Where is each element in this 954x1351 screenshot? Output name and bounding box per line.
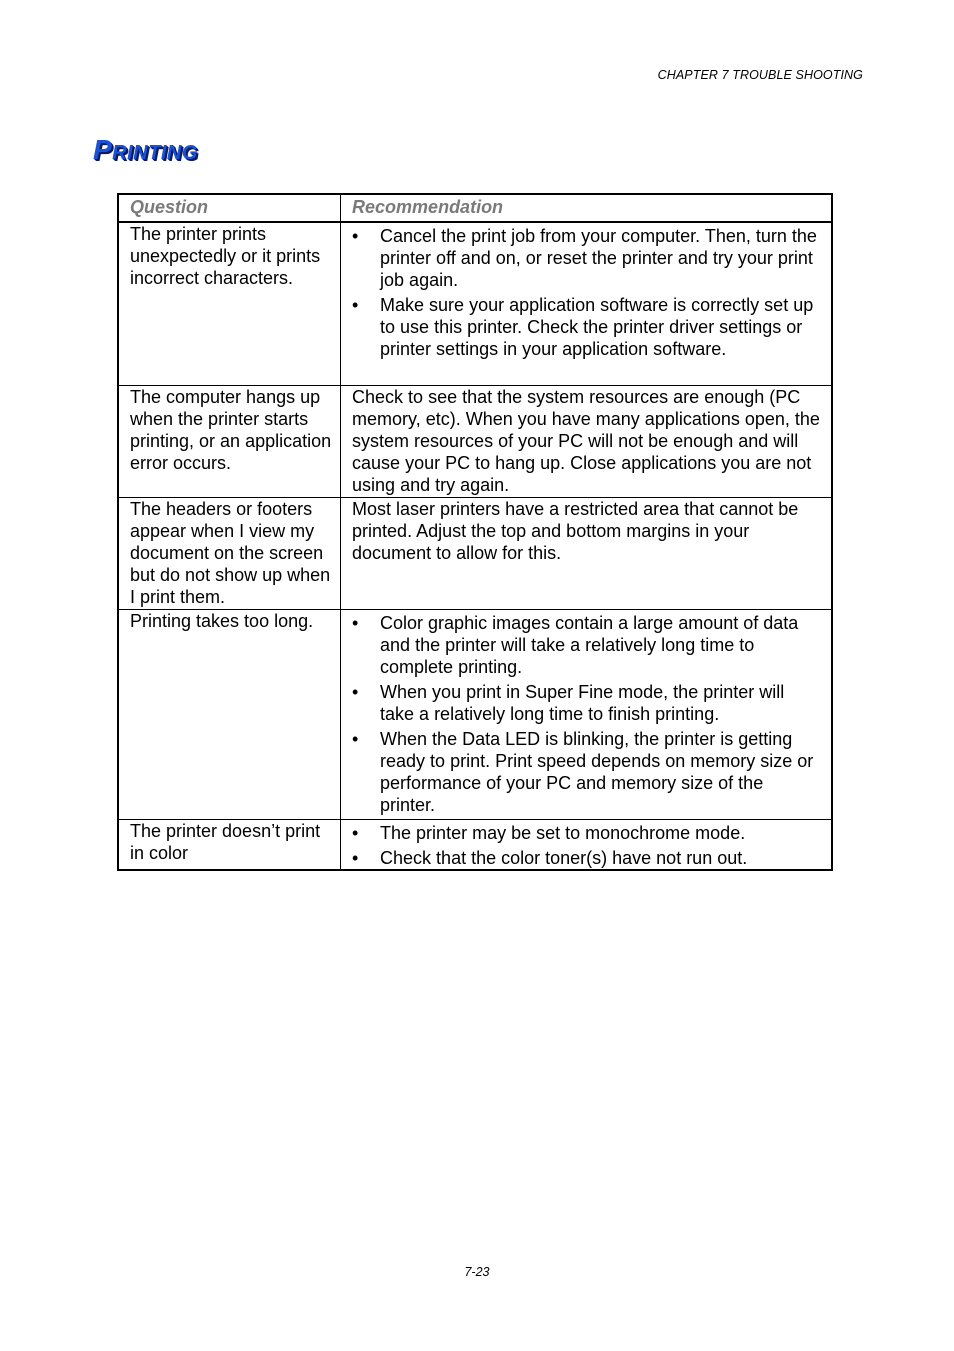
table-header-row [118, 194, 832, 222]
bullet-icon: • [352, 226, 359, 246]
list-item [352, 294, 823, 360]
bullet-icon: • [352, 295, 359, 315]
page-number: 7-23 [464, 1265, 490, 1279]
table-row [118, 385, 832, 497]
list-item [352, 847, 823, 869]
recommendation-cell [341, 609, 832, 819]
question-cell: The printer prints unexpectedly or it prints incorrect characters. [118, 222, 341, 385]
list-item [352, 612, 823, 678]
question-cell: The computer hangs up when the printer starts printing, or an application error occurs. [118, 385, 341, 497]
list-item [352, 822, 823, 844]
recommendation-cell [341, 222, 832, 385]
bullet-list [352, 822, 823, 869]
recommendation-cell [341, 819, 832, 870]
bullet-icon: • [352, 681, 359, 702]
bullet-icon: • [352, 728, 359, 749]
recommendation-cell: Most laser printers have a restricted area that cannot be printed. Adjust the top and bottom margins in your document to allow for this. [341, 497, 832, 609]
bullet-list [352, 612, 823, 816]
list-item-text: When you print in Super Fine mode, the printer will take a relatively long time to finish printing. [380, 681, 785, 724]
list-item [352, 225, 823, 291]
list-item-text: Make sure your application software is correctly set up to use this printer. Check the printer driver settings or printer settings in your application software. [380, 295, 814, 359]
question-cell: The headers or footers appear when I view my document on the screen but do not show up when I print them. [118, 497, 341, 609]
table-row [118, 609, 832, 819]
bullet-icon: • [352, 612, 359, 633]
column-header-recommendation: Recommendation [341, 194, 832, 222]
troubleshooting-table [117, 193, 833, 871]
list-item [352, 681, 823, 725]
question-cell: Printing takes too long. [118, 609, 341, 819]
list-item-text: Color graphic images contain a large amount of data and the printer will take a relatively long time to complete printing. [380, 612, 799, 677]
table-row [118, 222, 832, 385]
question-cell: The printer doesn’t print in color [118, 819, 341, 870]
list-item-text: Cancel the print job from your computer. Then, turn the printer off and on, or reset the printer and try your print job again. [380, 226, 817, 290]
section-title: Printing [93, 134, 198, 165]
table-row [118, 497, 832, 609]
list-item-text: When the Data LED is blinking, the printer is getting ready to print. Print speed depends on memory size or performance of your PC and memory size of the printer. [380, 728, 814, 815]
list-item [352, 728, 823, 816]
table-row [118, 819, 832, 870]
running-header: CHAPTER 7 TROUBLE SHOOTING [657, 68, 863, 82]
bullet-list [352, 225, 823, 360]
recommendation-cell: Check to see that the system resources are enough (PC memory, etc). When you have many applications open, the system resources of your PC will not be enough and will cause your PC to hang up. Close applications you are not using and try again. [341, 385, 832, 497]
list-item-text: Check that the color toner(s) have not run out. [380, 847, 748, 868]
bullet-icon: • [352, 847, 359, 868]
column-header-question: Question [118, 194, 341, 222]
bullet-icon: • [352, 822, 359, 843]
list-item-text: The printer may be set to monochrome mode. [380, 822, 746, 843]
